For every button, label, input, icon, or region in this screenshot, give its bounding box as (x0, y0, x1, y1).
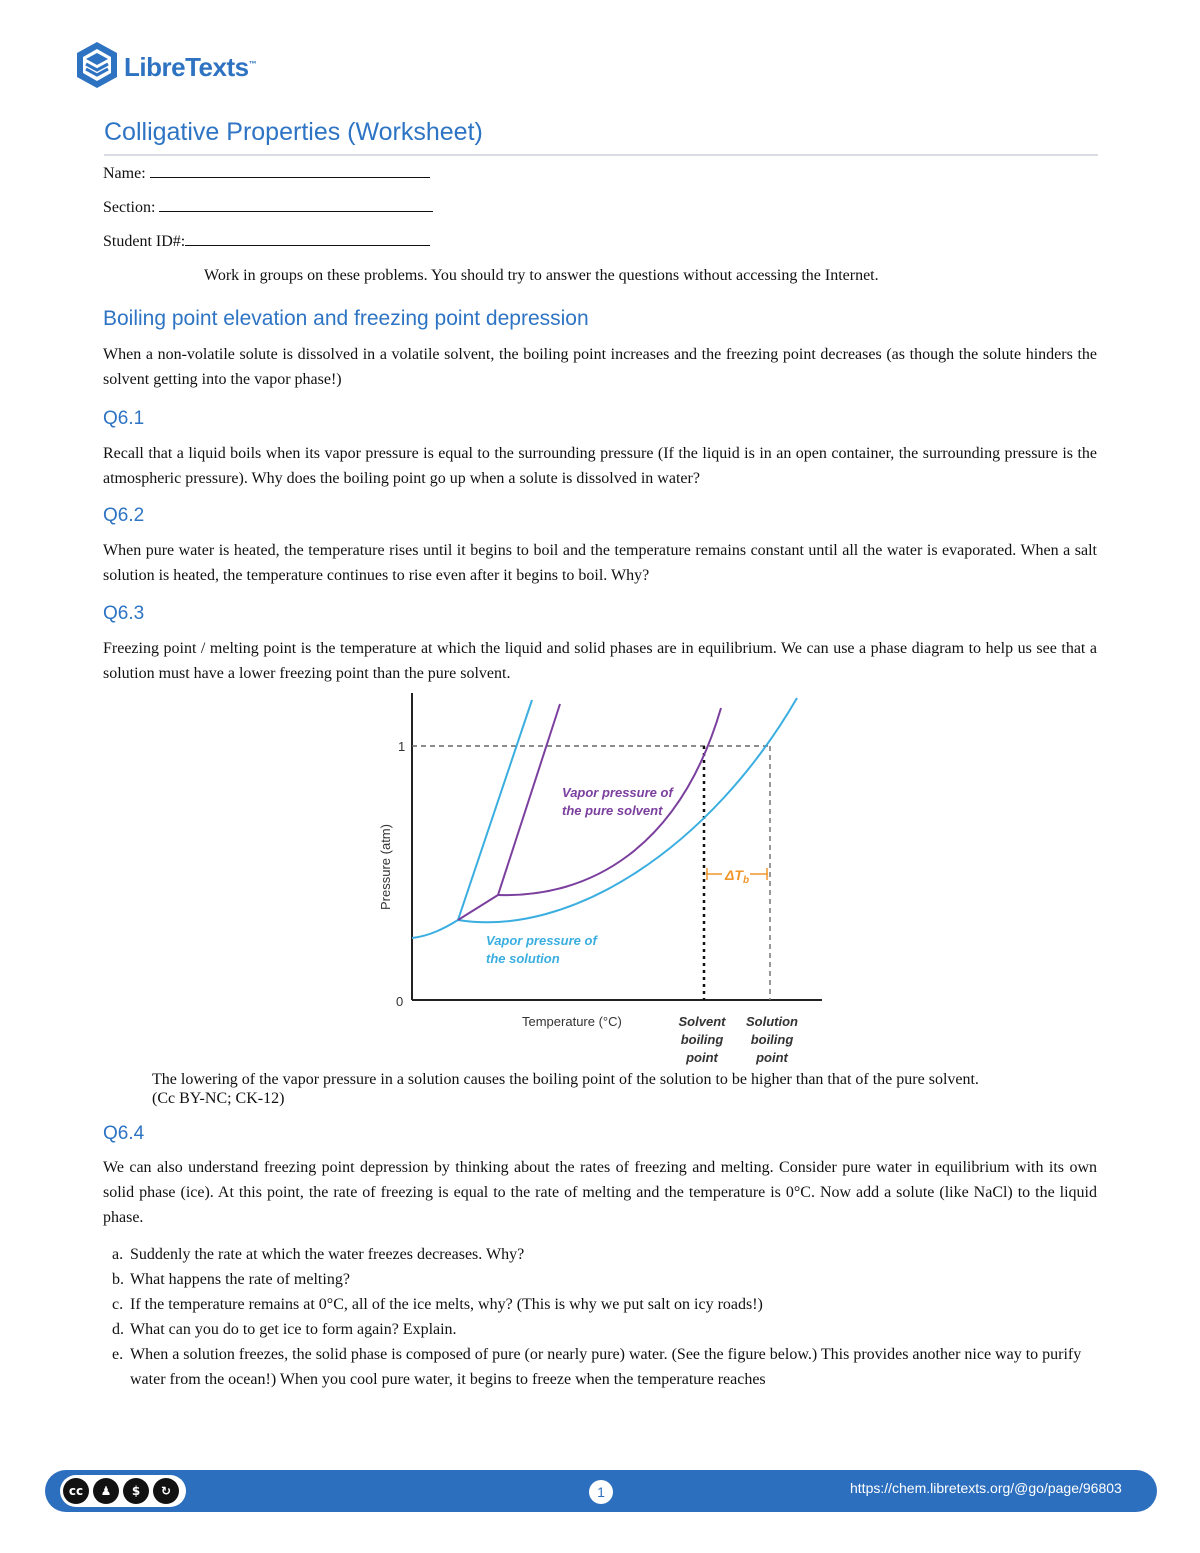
intro-text: Work in groups on these problems. You should try to answer the questions without accessing the Internet. (204, 267, 879, 284)
list-item (112, 1267, 1102, 1292)
sa-icon: ↻ (153, 1478, 179, 1504)
solid-vapor-curve (412, 920, 458, 938)
caption-line-1: The lowering of the vapor pressure in a solution causes the boiling point of the solution to be higher than that of the pure solvent. (152, 1071, 979, 1088)
q61-text: Recall that a liquid boils when its vapor pressure is equal to the surrounding pressure (If the liquid is in an open container, the surrounding pressure is the atmospheric pressure). Why does the boiling point go up when a solute is dissolved in water? (103, 445, 1097, 487)
list-item (112, 1292, 1102, 1317)
solution-bp-label-2: boiling (750, 1032, 794, 1047)
list-item (112, 1317, 1102, 1342)
student-id-blank[interactable] (185, 231, 430, 246)
name-field[interactable] (103, 163, 430, 183)
list-item-text: What happens the rate of melting? (130, 1271, 350, 1288)
q61-heading: Q6.1 (103, 408, 145, 429)
solution-bp-label-1: Solution (746, 1014, 798, 1029)
solvent-bp-label-2: boiling (680, 1032, 724, 1047)
cc-icon: cc (63, 1478, 89, 1504)
q64-temp: 0°C (785, 1184, 811, 1201)
tick-one: 1 (398, 739, 406, 754)
solvent-sublimation-curve (458, 895, 498, 920)
brand-tm: ™ (248, 59, 257, 69)
list-item (112, 1242, 1102, 1267)
list-marker: d. (112, 1321, 124, 1338)
section-blank[interactable] (159, 197, 433, 212)
solvent-vapor-curve (498, 708, 721, 895)
list-item-text: If the temperature remains at 0°C, all of the ice melts, why? (This is why we put salt on icy roads!) (130, 1296, 763, 1313)
q64-text-b: . Now add a solute (like NaCl) to the liquid phase. (103, 1184, 1098, 1226)
y-axis-label: Pressure (atm) (378, 824, 393, 910)
list-item-text: What can you do to get ice to form again? Explain. (130, 1321, 457, 1338)
page-number: 1 (589, 1480, 613, 1504)
nc-icon: $ (123, 1478, 149, 1504)
license-badge[interactable] (60, 1475, 186, 1507)
list-marker: b. (112, 1271, 124, 1288)
by-icon: ♟ (93, 1478, 119, 1504)
q62-text: When pure water is heated, the temperature rises until it begins to boil and the temperature remains constant until all the water is evaporated. When a salt solution is heated, the temperature continues to rise even after it begins to boil. Why? (103, 542, 1097, 584)
delta-sub: b (742, 875, 750, 886)
student-id-label: Student ID#: (103, 233, 186, 250)
name-blank[interactable] (150, 163, 430, 178)
solution-label-2: the solution (486, 951, 560, 966)
section-text: When a non-volatile solute is dissolved in a volatile solvent, the boiling point increases and the freezing point decreases (as though the solute hinders the solvent getting into the vapor phase!) (103, 346, 1097, 388)
section-field[interactable] (103, 197, 433, 217)
libretexts-logo[interactable] (74, 40, 264, 94)
q64-text-a: We can also understand freezing point depression by thinking about the rates of freezing and melting. Consider pure water in equilibrium with its own solid phase (ice). At this point, the rate of freezing is equal to the rate of melting and the temperature is (103, 1159, 1097, 1201)
pure-solvent-label-2: the pure solvent (562, 803, 663, 818)
solvent-bp-label-1: Solvent (678, 1014, 726, 1029)
libretexts-hex-icon (74, 40, 120, 90)
caption-line-2: (Cc BY-NC; CK-12) (152, 1090, 285, 1107)
q64-heading: Q6.4 (103, 1123, 145, 1144)
list-marker: a. (112, 1246, 124, 1263)
solution-bp-label-3: point (756, 1050, 788, 1065)
title-divider (104, 154, 1098, 156)
list-item-text: Suddenly the rate at which the water freezes decreases. Why? (130, 1246, 525, 1263)
delta-tb-marker (706, 867, 768, 886)
q62-heading: Q6.2 (103, 505, 145, 526)
solvent-melting-curve (498, 704, 560, 895)
pure-solvent-label-1: Vapor pressure of (562, 785, 673, 800)
brand-name: LibreTexts (124, 52, 249, 82)
delta-label: ΔT (725, 867, 743, 883)
student-id-field[interactable] (103, 231, 430, 251)
list-marker: e. (112, 1346, 124, 1363)
solid-liquid-curve (458, 700, 532, 920)
q64-list (112, 1242, 1102, 1392)
tick-zero: 0 (396, 994, 404, 1009)
name-label: Name: (103, 165, 146, 182)
page-title: Colligative Properties (Worksheet) (104, 118, 483, 146)
x-axis-label: Temperature (°C) (522, 1014, 622, 1029)
solvent-bp-label-3: point (686, 1050, 718, 1065)
list-item (112, 1342, 1102, 1392)
list-marker: c. (112, 1296, 124, 1313)
q63-heading: Q6.3 (103, 603, 145, 624)
figure-caption (152, 1070, 1072, 1108)
section-label: Section: (103, 199, 156, 216)
vapor-pressure-diagram (370, 688, 830, 1070)
svg-text:ΔTb (724, 867, 749, 886)
page-url-link[interactable]: https://chem.libretexts.org/@go/page/96803 (850, 1480, 1122, 1496)
list-item-text: When a solution freezes, the solid phase is composed of pure (or nearly pure) water. (See the figure below.) This provides another nice way to purify water from the ocean!) When you cool pure water, it begins to freeze when the temperature reaches (130, 1346, 1082, 1388)
section-heading: Boiling point elevation and freezing point depression (103, 307, 589, 330)
q63-text: Freezing point / melting point is the temperature at which the liquid and solid phases are in equilibrium. We can use a phase diagram to help us see that a solution must have a lower freezing point than the pure solvent. (103, 640, 1097, 682)
solution-label-1: Vapor pressure of (486, 933, 597, 948)
q64-text (103, 1155, 1097, 1230)
